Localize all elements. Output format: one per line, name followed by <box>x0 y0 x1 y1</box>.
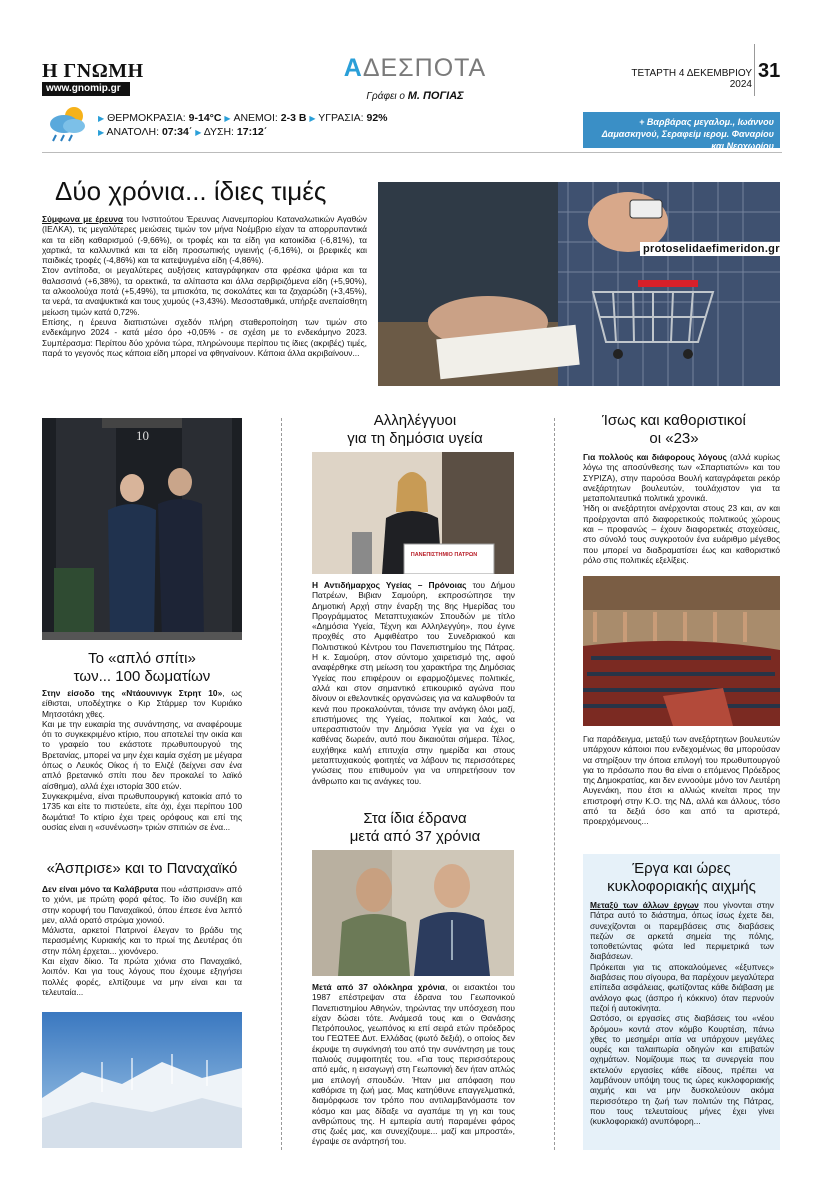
triangle-icon: ▶ <box>309 114 316 123</box>
door-number: 10 <box>136 428 149 443</box>
article-public-health <box>295 412 535 448</box>
article-title-line1: Ίσως και καθοριστικοί <box>602 412 746 429</box>
article-lead: Για πολλούς και διάφορους λόγους <box>583 452 727 462</box>
shopping-cart-photo <box>378 182 780 386</box>
paragraph <box>312 982 515 1147</box>
column-divider-1 <box>281 418 282 1150</box>
issue-date: ΤΕΤΑΡΤΗ 4 ΔΕΚΕΜΒΡΙΟΥ 2024 <box>631 68 752 90</box>
article-title-line1: Αλληλέγγυοι <box>373 412 457 429</box>
article-37-years <box>295 810 535 846</box>
paragraph <box>590 900 774 962</box>
article-traffic <box>583 860 780 896</box>
article-lead: Δεν είναι μόνο τα Καλάβρυτα <box>42 884 159 894</box>
wind-label: ΑΝΕΜΟΙ: <box>233 112 278 124</box>
article-title <box>42 650 242 686</box>
article-public-health-body <box>312 580 515 786</box>
article-lead: Μετά από 37 ολόκληρα χρόνια <box>312 982 445 992</box>
article-23-mps-body-2 <box>583 734 780 827</box>
paragraph-text: , οι εισακτέοι του 1987 επέστρεψαν στα έδρανα του Γεωπονικού Πανεπιστημίου Αθηνών, τηρώντας την υπόσχεση που είχαν δώσει τότε. Ανάμεσά τους και ο Θανάσης Πετρόπουλος, γεωπόνος κι επί σειρά ετών πρόεδρος του ΓΕΩΤΕΕ Δυτ. Ελλάδας (φωτό δεξιά), ο οποίος δεν έκρυψε τη συγκίνησή του από την συνάντηση με τους παλιούς συμφοιτητές του. «Για τους περισσότερους από εμάς, η εισαγωγή στη Γεωπονική δεν ήταν απλώς μια επιλογή σπουδών. Ήταν μια απόφαση που καθόρισε τη ζωή μας. Μας κατηύθυνε επαγγελματικά, διαμόρφωσε τον τρόπο που αντιλαμβανόμαστε τον κόσμο και μας δίδαξε να αγαπάμε τη γη και τους ανθρώπους της. Η εμπειρία αυτή παραμένει φάρος στις ζωές μας, και συνεχίζουμε... μαζί και μπροστά», έγραψε σε ανάρτησή του. <box>312 982 516 1147</box>
paragraph-text: που «άσπρισαν» από το χιόνι, με πρώτη φορά φέτος. Το ίδιο συνέβη και στην κορυφή του Παναχαϊκού, όπου έπεσε ένα λεπτό μεν, αλλά ορατό στρώμα χιονιού. <box>42 884 242 925</box>
article-traffic-body <box>590 900 774 1127</box>
paragraph-text: του Δήμου Πατρέων, Βιβιαν Σαμούρη, εκπροσώπησε την Δημοτική Αρχή στην έναρξη της 8ης Ημερίδας του Προγράμματος Μεταπτυχιακών Σπουδών με τίτλο «Δημόσια Υγεία, Τέχνη και Αλληλεγγύη», που έγινε προχθές στο Αμφιθέατρο του Συνεδριακού και Πολιτιστικού Κέντρου του Πανεπιστημίου της Πάτρας. Η κ. Σαμούρη, στον σύντομο χαιρετισμό της, αφού αναφέρθηκε στη μείωση του χαρακτήρα της Δημόσιας Υγείας που επιφέρουν οι εφαρμοζόμενες πολιτικές, αλλά και στον σημαντικό επικουρικό αγώνα που δίνουν οι εθελοντικές οργανώσεις για να καλυφθούν τα κενά που προκαλούνται, τόνισε την ανάγκη όλοι μαζί, επιστήμονες της Υγείας, πολιτικοί και λαός, να υπερασπιστούν την Δημόσια Υγεία για να έχει ο καθένας δωρεάν, αυτό που δικαιούται σήμερα. Τέλος, ευχήθηκε καλή επιτυχία στην ημερίδα και στους μεταπτυχιακούς φοιτητές να λάβουν τις περισσότερες γνώσεις που επιθυμούν για να υπηρετήσουν τον άνθρωπο και τις ανάγκες του. <box>312 580 515 786</box>
article-panachaiko <box>42 860 242 878</box>
triangle-icon: ▶ <box>224 114 231 123</box>
article-23-mps-body <box>583 452 780 565</box>
byline-name: Μ. ΠΟΓΙΑΣ <box>407 90 464 102</box>
sunrise-label: ΑΝΑΤΟΛΗ: <box>106 126 160 138</box>
paragraph: Συγκεκριμένα, είναι πρωθυπουργική κατοικία από το 1735 και είτε το πιστεύετε, είτε όχι, έχει περίπου 100 δωμάτια! Το κτίριο έχει τρεις ορόφους και επί της ουσίας είναι η «συνένωση» τριών σπιτιών σε ένα... <box>42 790 242 832</box>
article-23-mps <box>568 412 780 448</box>
byline-prefix: Γράφει ο <box>366 91 405 102</box>
article-title-line2: μετά από 37 χρόνια <box>349 828 481 845</box>
triangle-icon: ▶ <box>98 114 105 123</box>
sunrise-value: 07:34΄ <box>161 126 193 138</box>
watermark: protoselidaefimeridon.gr <box>640 242 783 256</box>
article-title-line1: Το «απλό σπίτι» <box>88 650 196 667</box>
article-title-line2: οι «23» <box>649 430 699 447</box>
temp-value: 9-14°C <box>188 112 222 124</box>
article-title-text: Άσπρισε» και το Παναχαϊκό <box>54 860 238 877</box>
namedays-box: + Βαρβάρας μεγαλομ., Ιωάννου Δαμασκηνού, Σεραφείμ ιερομ. Φαναρίου και Νεοχωρίου <box>583 112 780 148</box>
paragraph: Ωστόσο, οι εργασίες στις διαβάσεις του «νέου δρόμου» κοντά στον κόμβο Κουρτέση, πάνω χθες το μεσημέρι αιτία να υπάρχουν μεγάλες ουρές και ταλαιπωρία οδηγών και επιβατών οχημάτων. Νομίζουμε πως τα συνεργεία που εκτελούν εργασίες κάθε είδους, πρέπει να λαμβάνουν υπόψη τους τις ώρες κυκλοφοριακής αιχμής και να μην δυσκολεύουν ακόμα περισσότερο τη ζωή των πολιτών της Πάτρας, που τους τελευταίους μήνες έχει γίνει (κυκλοφοριακά) ανυπόφορη... <box>590 1013 774 1127</box>
article-title-line2: των... 100 δωματίων <box>73 668 211 685</box>
article-title <box>295 810 535 846</box>
paragraph: Ήδη οι ανεξάρτητοι ανέρχονται στους 23 και, αν και προέρχονται από διαφορετικούς πολιτικούς χώρους και – προφανώς – έχουν διαφορετικές στοχεύσεις, στο σύνολό τους συγκροτούν ένα ευάριθμο μέγεθος που μπορεί να διαδραματίσει έως και καθοριστικό ρόλο στις πολιτικές εξελίξεις. <box>583 503 780 565</box>
snowy-mountain-photo <box>42 1012 242 1148</box>
rain-cloud-icon <box>44 102 90 144</box>
article-lead: Στην είσοδο της «Ντάουνινγκ Στρητ 10» <box>42 688 223 698</box>
section-title-initial: Α <box>343 54 363 82</box>
paragraph-text: , ως είθισται, υποδέχτηκε ο Κιρ Στάρμερ τον Κυριάκο Μητσοτάκη χθες. <box>42 688 243 719</box>
main-article-p1 <box>42 214 367 265</box>
paragraph <box>42 884 242 925</box>
paragraph-text: (αλλά κυρίως λόγω της αποσύνθεσης των «Σπαρτιατών» και του ΣΥΡΙΖΑ), στην παρούσα Βουλή καταγράφεται ρεκόρ ανεξάρτητων βουλευτών, τουλάχιστον για τα μεταπολιτευτικά πολιτικά χρονικά. <box>583 452 780 504</box>
main-article-p2: Στον αντίποδα, οι μεγαλύτερες αυξήσεις καταγράφηκαν στα φρέσκα ψάρια και τα θαλασσινά (+6,38%), τα ορεκτικά, τα αλίπαστα και άλλα σερβιριζόμενα είδη (+5,90%), τα αλκοολούχα ποτά (+5,49%), τα μπισκότα, τις σοκολάτες και τα ζαχαρώδη (+3,45%), τα νερά, τα αναψυκτικά και τους χυμούς (+3,43%). Μεσοσταθμικά, υπήρξε ανεπαίσθητη μείωση τιμών κατά 0,72%. <box>42 265 367 317</box>
article-lead: Η Αντιδήμαρχος Υγείας – Πρόνοιας <box>312 580 467 590</box>
weather-row-1 <box>98 112 388 124</box>
article-downing-street <box>42 650 242 686</box>
article-title <box>583 860 780 896</box>
header-rule <box>42 152 782 153</box>
triangle-icon: ▶ <box>98 128 105 137</box>
paragraph: Για παράδειγμα, μεταξύ των ανεξάρτητων βουλευτών υπάρχουν κάποιοι που ενδεχομένως θα μπορούσαν να στηρίξουν την όποια επιλογή του πρωθυπουργού για το πρόσωπο που θα είναι ο επόμενος Πρόεδρος της Δημοκρατίας, και δεν εννοούμε μόνο τον Λευτέρη Αυγενάκη, που έτσι κι αλλιώς κινείται προς την επιστροφή στην Κ.Ο. της ΝΔ, αλλά και άλλους, τόσο από τα δεξιά όσο και από τα αριστερά, προερχόμενους... <box>583 734 780 827</box>
article-panachaiko-body <box>42 884 242 997</box>
page-number: 31 <box>758 60 781 82</box>
article-title <box>42 860 242 878</box>
paragraph: Μάλιστα, αρκετοί Πατρινοί έλεγαν το βράδυ της περασμένης Κυριακής και το πρωί της Δευτέρας ότι στην πόλη έρχεται... χιονόνερο. <box>42 925 242 956</box>
article-downing-street-body <box>42 688 242 832</box>
section-title-rest: ΔΕΣΠΟΤΑ <box>362 54 487 82</box>
wind-value: 2-3 Β <box>280 112 307 124</box>
humidity-value: 92% <box>366 112 388 124</box>
article-lead: Μεταξύ των άλλων έργων <box>590 900 699 910</box>
main-article-lead: Σύμφωνα με έρευνα <box>42 214 123 224</box>
article-title-line2: για τη δημόσια υγεία <box>347 430 483 447</box>
paragraph <box>42 688 242 719</box>
article-title-line1: Έργα και ώρες <box>632 860 731 877</box>
paragraph-text: που γίνονται στην Πάτρα αυτό το διάστημα, όπως ίσως έχετε δει, συνεχίζονται οι παρεμβάσεις στις διαβάσεις πεζών σε αρκετά σημεία της πόλης, τοποθετώντας φώτα led περιμετρικά των διαβάσεων. <box>590 900 774 962</box>
article-title-line1: Στα ίδια έδρανα <box>363 810 467 827</box>
website-url: www.gnomip.gr <box>42 82 130 96</box>
article-title-line2: κυκλοφοριακής αιχμής <box>607 878 756 895</box>
header-divider <box>754 44 755 96</box>
article-37-years-body <box>312 982 515 1147</box>
triangle-icon: ▶ <box>195 128 202 137</box>
article-title <box>568 412 780 448</box>
column-divider-2 <box>554 418 555 1150</box>
temp-label: ΘΕΡΜΟΚΡΑΣΙΑ: <box>107 112 186 124</box>
newspaper-logo: Η ΓΝΩΜΗ <box>42 60 144 82</box>
reunion-photo <box>312 850 514 976</box>
paragraph: Και με την ευκαιρία της συνάντησης, να αναφέρουμε ότι το συγκεκριμένο κτίριο, που αποτελεί την οικία και το γραφείο του εκάστοτε πρωθυπουργού της Βρετανίας, μπορεί να μην έχει καμία σχέση με μέγαρα όπως ο Λευκός Οίκος ή το Ελιζέ (δείχνει σαν ένα απλό βρετανικό σπίτι που δεν προκαλεί το λαϊκό αίσθημα), αλλά έχει ιστορία 300 ετών. <box>42 718 242 791</box>
paragraph <box>583 452 780 503</box>
byline <box>330 90 500 102</box>
main-headline: Δύο χρόνια... ίδιες τιμές <box>55 176 327 206</box>
section-title <box>330 54 500 83</box>
sunset-label: ΔΥΣΗ: <box>203 126 234 138</box>
paragraph: Πρόκειται για τις αποκαλούμενες «έξυπνες» διαβάσεις που σίγουρα, θα παρέχουν μεγαλύτερα επίπεδα ασφάλειας, φωτίζοντας κάθε διάβαση με ανάλογο φως (άσπρο ή κόκκινο) όταν περνούν πεζοί ή αυτοκίνητα. <box>590 961 774 1013</box>
paragraph: Και είχαν δίκιο. Τα πρώτα χιόνια στο Παναχαϊκό, λοιπόν. Και για τους λόγους που έχουμε εξηγήσει πολλές φορές, ελπίζουμε να μην είναι και τα τελευταία... <box>42 956 242 997</box>
parliament-photo <box>583 576 780 726</box>
podium-label: ΠΑΝΕΠΙΣΤΗΜΙΟ ΠΑΤΡΩΝ <box>410 552 478 558</box>
article-title <box>295 412 535 448</box>
paragraph <box>312 580 515 786</box>
humidity-label: ΥΓΡΑΣΙΑ: <box>318 112 364 124</box>
main-article-p3: Επίσης, η έρευνα διαπιστώνει σχεδόν πλήρη σταθεροποίηση των τιμών στο ενδεκάμηνο 2024 - κατά μέσο όρο +0,05% - σε σχέση με το ενδεκάμηνο 2023. Συμπέρασμα: Περίπου δύο χρόνια τώρα, πληρώνουμε περίπου τις ίδιες (ακριβές) τιμές, παρά το γεγονός πως κάποια είδη μπορεί να φθηναίνουν. Κάποια άλλα ακριβαίνουν... <box>42 316 367 358</box>
main-article-body <box>42 214 367 358</box>
downing-street-photo <box>42 418 242 640</box>
main-article-p1-text: του Ινστιτούτου Έρευνας Λιανεμπορίου Καταναλωτικών Αγαθών (ΙΕΛΚΑ), τις μεγαλύτερες μειώσεις τιμών τον μήνα Νοέμβριο είχαν τα απορρυπαντικά και τα είδη καθαρισμού (-9,66%), οι τροφές και τα είδη για κατοικίδια (-6,81%), τα χαρτικά, τα καλλυντικά και τα είδη προσωπικής υγιεινής (-6,16%), οι βρεφικές και παιδικές τροφές (-4,86%) και τα κατεψυγμένα είδη (-4,86%). <box>42 214 367 266</box>
sunset-value: 17:12΄ <box>236 126 268 138</box>
weather-row-2 <box>98 126 267 138</box>
article-title-quote: « <box>46 860 55 877</box>
